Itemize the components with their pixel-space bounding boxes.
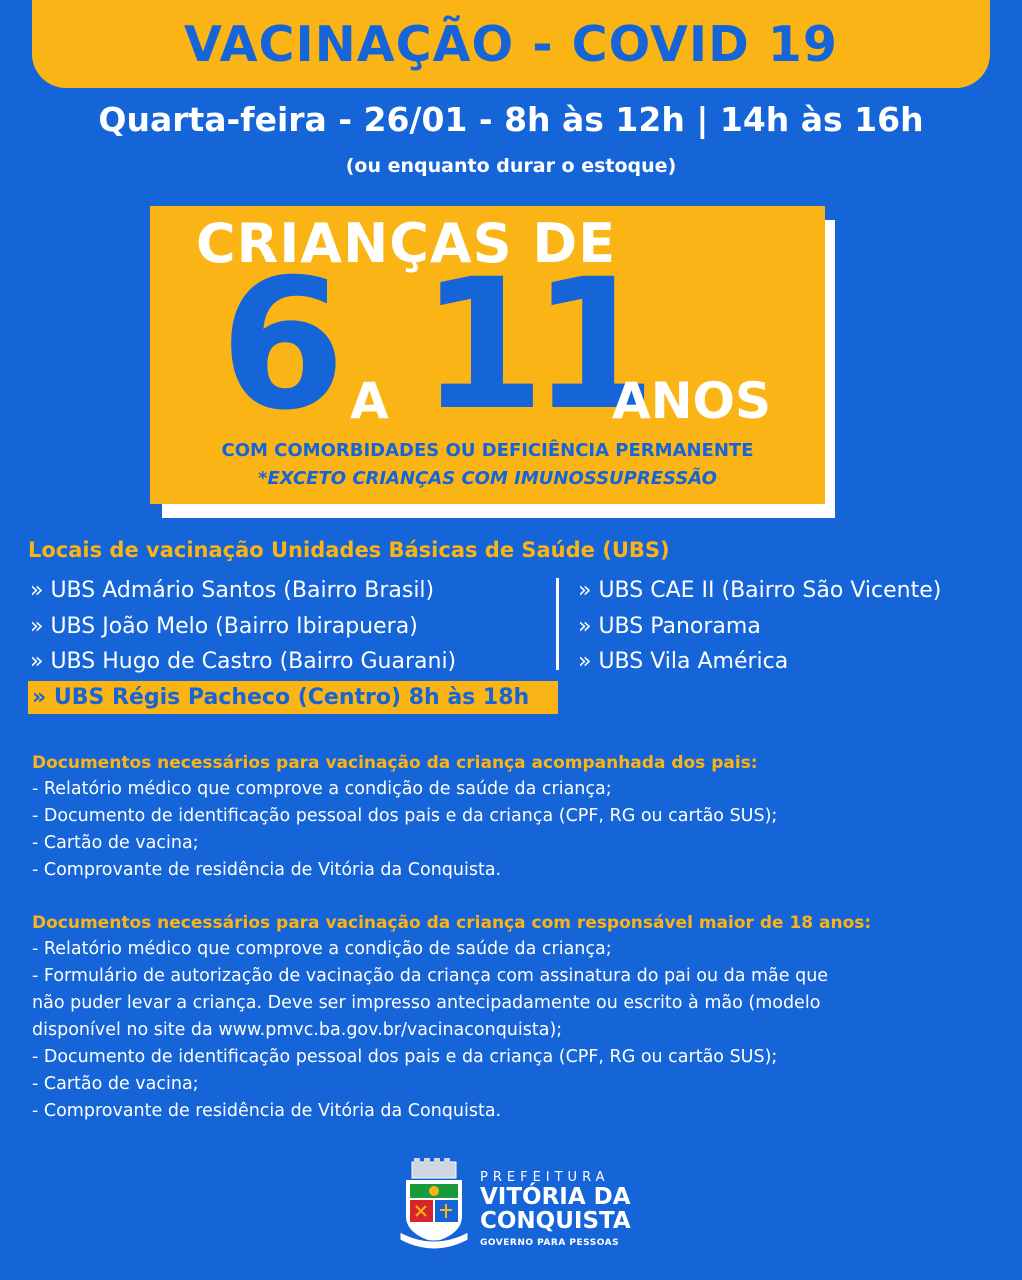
- city-crest-icon: [398, 1158, 470, 1254]
- age-to: 11: [420, 241, 643, 450]
- years-label: ANOS: [612, 372, 772, 430]
- age-connector: A: [350, 372, 389, 430]
- age-box: [150, 206, 825, 504]
- docs-guardian-section: [32, 910, 992, 1125]
- condition-text: COM COMORBIDADES OU DEFICIÊNCIA PERMANENTE: [221, 440, 754, 461]
- docs-line: - Relatório médico que comprove a condição de saúde da criança;: [32, 779, 612, 799]
- schedule-date-line: Quarta-feira - 26/01 - 8h às 12h | 14h às 16h: [98, 100, 924, 139]
- docs-line: - Relatório médico que comprove a condição de saúde da criança;: [32, 939, 612, 959]
- kids-label: CRIANÇAS DE: [196, 212, 617, 275]
- location-item: » UBS Panorama: [578, 613, 761, 639]
- docs-line: - Formulário de autorização de vacinação da criança com assinatura do pai ou da mãe que: [32, 966, 829, 986]
- docs-line: não puder levar a criança. Deve ser impresso antecipadamente ou escrito à mão (modelo: [32, 993, 821, 1013]
- docs-parents-title: Documentos necessários para vacinação da criança acompanhada dos pais:: [32, 753, 758, 773]
- city-name-line1: VITÓRIA DA: [480, 1184, 631, 1210]
- docs-line: - Cartão de vacina;: [32, 1074, 199, 1094]
- page-title: VACINAÇÃO - COVID 19: [183, 15, 838, 73]
- docs-guardian-title: Documentos necessários para vacinação da criança com responsável maior de 18 anos:: [32, 913, 872, 933]
- location-item: » UBS João Melo (Bairro Ibirapuera): [30, 613, 418, 639]
- prefeitura-logo: [398, 1158, 638, 1258]
- prefeitura-label: PREFEITURA: [480, 1170, 610, 1185]
- docs-parents-section: [32, 750, 992, 884]
- age-from: 6: [220, 241, 346, 450]
- locations-right-list: [578, 576, 1008, 683]
- docs-line: - Documento de identificação pessoal dos pais e da criança (CPF, RG ou cartão SUS);: [32, 1047, 778, 1067]
- docs-line: - Comprovante de residência de Vitória da Conquista.: [32, 860, 502, 880]
- exception-text: *EXCETO CRIANÇAS COM IMUNOSSUPRESSÃO: [258, 468, 717, 489]
- location-item: » UBS CAE II (Bairro São Vicente): [578, 578, 942, 603]
- docs-line: - Comprovante de residência de Vitória da Conquista.: [32, 1101, 502, 1121]
- highlighted-location: » UBS Régis Pacheco (Centro) 8h às 18h: [28, 681, 558, 714]
- header-banner: [32, 0, 990, 88]
- stock-note: (ou enquanto durar o estoque): [345, 155, 677, 177]
- locations-title: Locais de vacinação Unidades Básicas de Saúde (UBS): [28, 538, 670, 562]
- city-name-line2: CONQUISTA: [480, 1208, 631, 1234]
- location-item: » UBS Admário Santos (Bairro Brasil): [30, 578, 435, 603]
- locations-left-list: [30, 576, 570, 683]
- location-item: » UBS Vila América: [578, 649, 789, 674]
- government-slogan: GOVERNO PARA PESSOAS: [480, 1238, 620, 1248]
- docs-line: - Cartão de vacina;: [32, 833, 199, 853]
- docs-line: - Documento de identificação pessoal dos pais e da criança (CPF, RG ou cartão SUS);: [32, 806, 778, 826]
- location-item: » UBS Hugo de Castro (Bairro Guarani): [30, 649, 457, 674]
- docs-line: disponível no site da www.pmvc.ba.gov.br/vacinaconquista);: [32, 1020, 563, 1040]
- column-divider: [556, 578, 559, 670]
